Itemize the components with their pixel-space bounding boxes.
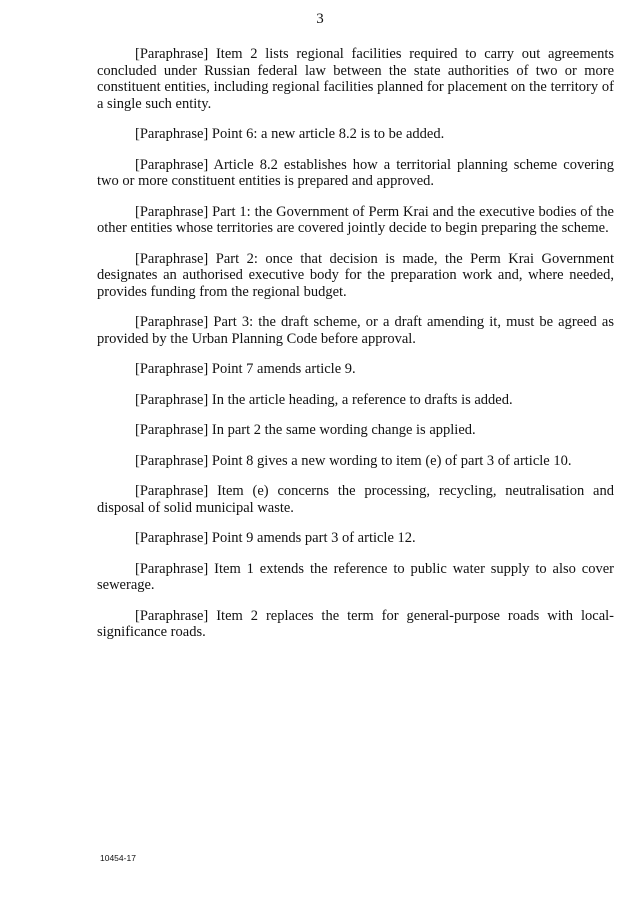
document-code: 10454-17 xyxy=(100,853,136,863)
paragraph: [Paraphrase] Part 1: the Government of Perm Krai and the executive bodies of the other entities whose territories are covered jointly decide to begin preparing the scheme. xyxy=(97,203,614,236)
paragraph: [Paraphrase] Point 8 gives a new wording to item (e) of part 3 of article 10. xyxy=(135,452,572,469)
paragraph: [Paraphrase] Item 2 lists regional facilities required to carry out agreements concluded under Russian federal law between the state authorities of two or more constituent entities, including regional facilities planned for placement on the territory of a single such entity. xyxy=(97,46,614,112)
paragraph: [Paraphrase] Part 3: the draft scheme, or a draft amending it, must be agreed as provided by the Urban Planning Code before approval. xyxy=(97,314,614,347)
document-body xyxy=(97,46,614,655)
paragraph: [Paraphrase] Item 2 replaces the term for general-purpose roads with local-significance roads. xyxy=(97,607,614,640)
paragraph: [Paraphrase] Item 1 extends the reference to public water supply to also cover sewerage. xyxy=(97,560,614,593)
paragraph: [Paraphrase] Item (e) concerns the processing, recycling, neutralisation and disposal of solid municipal waste. xyxy=(97,483,614,516)
page-number: 3 xyxy=(316,11,324,27)
paragraph: [Paraphrase] In part 2 the same wording change is applied. xyxy=(135,422,476,438)
paragraph: [Paraphrase] Part 2: once that decision is made, the Perm Krai Government designates an authorised executive body for the preparation work and, where needed, provides funding from the regional budget. xyxy=(97,250,614,300)
paragraph: [Paraphrase] Point 6: a new article 8.2 is to be added. xyxy=(135,126,445,142)
paragraph: [Paraphrase] Point 9 amends part 3 of article 12. xyxy=(135,530,416,546)
paragraph: [Paraphrase] In the article heading, a reference to drafts is added. xyxy=(135,391,513,408)
paragraph: [Paraphrase] Point 7 amends article 9. xyxy=(135,361,356,377)
paragraph: [Paraphrase] Article 8.2 establishes how a territorial planning scheme covering two or more constituent entities is prepared and approved. xyxy=(97,156,614,189)
